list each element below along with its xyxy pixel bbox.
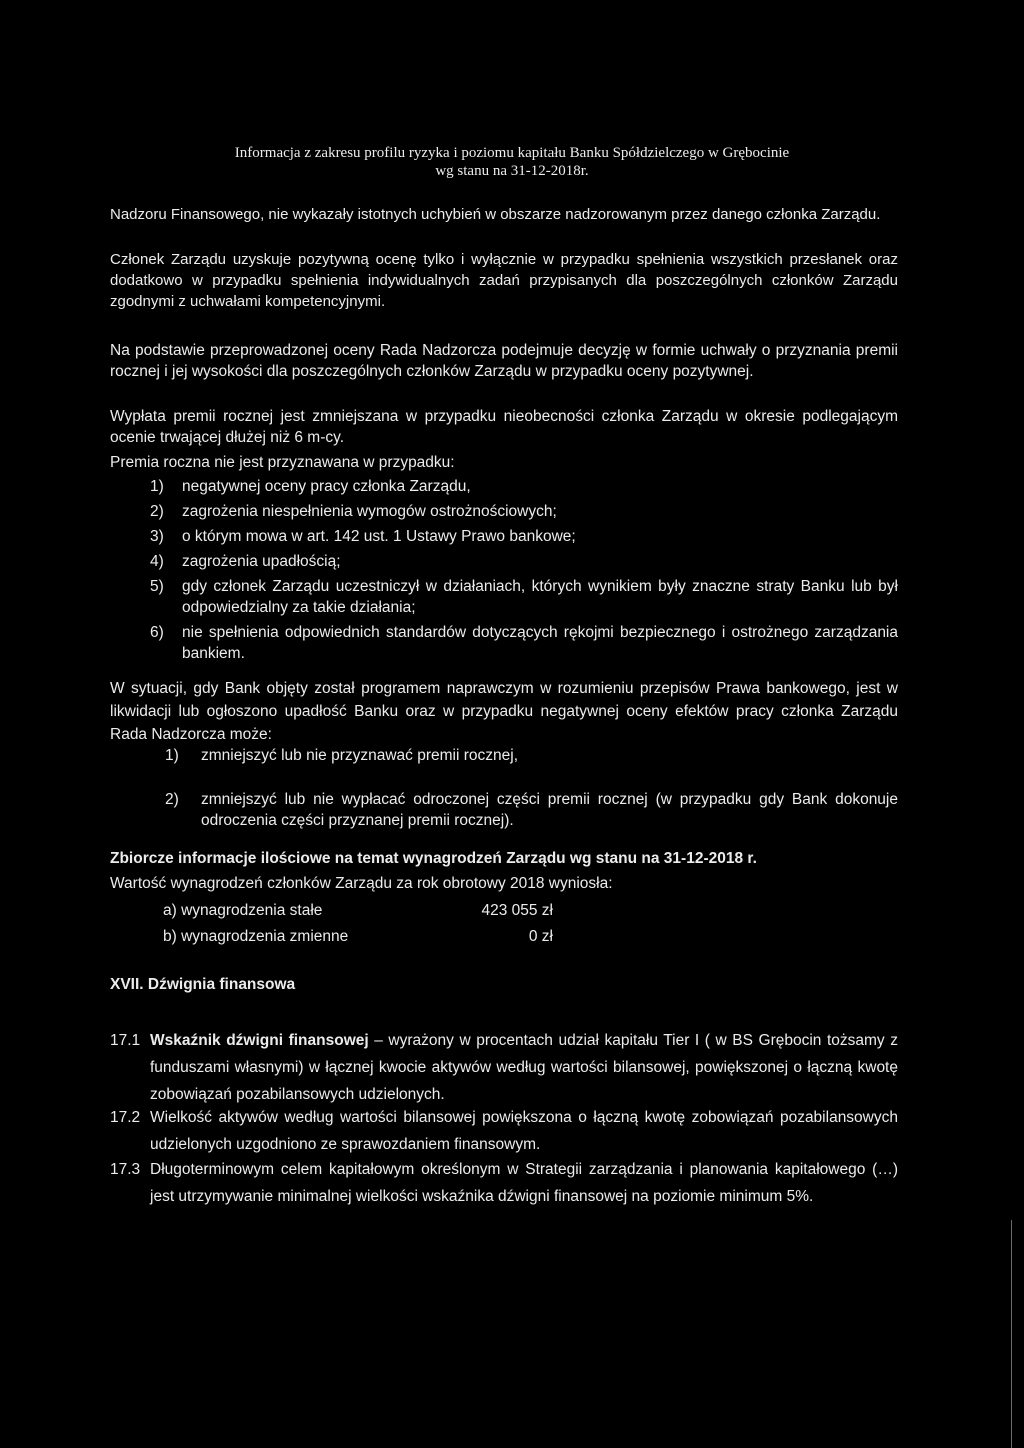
- list-item: 1) zmniejszyć lub nie przyznawać premii rocznej,: [165, 747, 519, 764]
- wage-value: 423 055 zł: [481, 902, 553, 919]
- summary-heading: Zbiorcze informacje ilościowe na temat wynagrodzeń Zarządu wg stanu na 31-12-2018 r.: [110, 850, 757, 867]
- header-title: Informacja z zakresu profilu ryzyka i poziomu kapitału Banku Spółdzielczego w Grębocinie: [234, 145, 790, 161]
- scan-edge-line: [1011, 1220, 1012, 1448]
- paragraph-positive-assessment: Członek Zarządu uzyskuje pozytywną ocenę tylko i wyłącznie w przypadku spełnienia wszystkich przesłanek oraz dodatkowo w przypadku spełnienia indywidualnych zadań przypisanych dla poszczególnych członków Zarządu zgodnymi z uchwałami kompetencyjnymi.: [110, 251, 898, 310]
- paragraph-recovery-program: W sytuacji, gdy Bank objęty został programem naprawczym w rozumieniu przepisów Prawa bankowego, jest w likwidacji lub ogłoszono upadłość Banku oraz w przypadku negatywnej oceny efektów pracy członka Zarządu Rada Nadzorcza może:: [110, 680, 898, 743]
- paragraph-no-bonus-intro: Premia roczna nie jest przyznawana w przypadku:: [110, 454, 455, 471]
- paragraph-council-decision: Na podstawie przeprowadzonej oceny Rada Nadzorcza podejmuje decyzję w formie uchwały o przyznania premii rocznej i jej wysokości dla poszczególnych członków Zarządu w przypadku oceny pozytywnej.: [110, 342, 898, 380]
- list-item: 3) o którym mowa w art. 142 ust. 1 Ustawy Prawo bankowe;: [150, 528, 576, 545]
- list-item: 2) zagrożenia niespełnienia wymogów ostrożnościowych;: [150, 503, 557, 520]
- wage-label: b) wynagrodzenia zmienne: [163, 928, 349, 945]
- list-item: 4) zagrożenia upadłością;: [150, 553, 341, 570]
- list-item: 5) gdy członek Zarządu uczestniczył w działaniach, których wynikiem były znaczne straty Banku lub był odpowiedzialny za takie działania;: [150, 578, 898, 616]
- summary-intro: Wartość wynagrodzeń członków Zarządu za rok obrotowy 2018 wyniosła:: [110, 875, 613, 892]
- list-item: 2) zmniejszyć lub nie wypłacać odroczonej części premii rocznej (w przypadku gdy Bank dokonuje odroczenia części przyznanej premii rocznej).: [165, 791, 898, 829]
- list-item: 6) nie spełnienia odpowiednich standardów dotyczących rękojmi bezpiecznego i ostrożnego zarządzania bankiem.: [150, 624, 898, 662]
- section-title: XVII. Dźwignia finansowa: [110, 976, 296, 993]
- council-options-list: [165, 745, 898, 831]
- wage-label: a) wynagrodzenia stałe: [163, 902, 323, 919]
- header-date: wg stanu na 31-12-2018r.: [435, 163, 589, 179]
- section-item-17-3: 17.3 Długoterminowym celem kapitałowym określonym w Strategii zarządzania i planowania kapitałowego (…) jest utrzymywanie minimalnej wielkości wskaźnika dźwigni finansowej na poziomie minimum 5%.: [110, 1161, 898, 1205]
- section-item-17-2: 17.2 Wielkość aktywów według wartości bilansowej powiększona o łączną kwotę zobowiązań pozabilansowych udzielonych uzgodniono ze sprawozdaniem finansowym.: [110, 1109, 898, 1153]
- paragraph-supervision: Nadzoru Finansowego, nie wykazały istotnych uchybień w obszarze nadzorowanym przez danego członka Zarządu.: [110, 206, 881, 223]
- paragraph-bonus-reduction: Wypłata premii rocznej jest zmniejszana w przypadku nieobecności członka Zarządu w okresie podlegającym ocenie trwającej dłużej niż 6 m-cy.: [110, 408, 898, 446]
- page-header: [0, 144, 1024, 180]
- wage-value: 0 zł: [528, 928, 553, 945]
- list-item: 1) negatywnej oceny pracy członka Zarządu,: [150, 478, 471, 495]
- no-bonus-list: [150, 476, 898, 668]
- section-item-17-1: 17.1 Wskaźnik dźwigni finansowej – wyrażony w procentach udział kapitału Tier I ( w BS Grębocin tożsamy z funduszami własnymi) w łącznej kwocie aktywów według wartości bilansowej, powiększonej o łączną kwotę zobowiązań pozabilansowych udzielonych.: [110, 1032, 898, 1103]
